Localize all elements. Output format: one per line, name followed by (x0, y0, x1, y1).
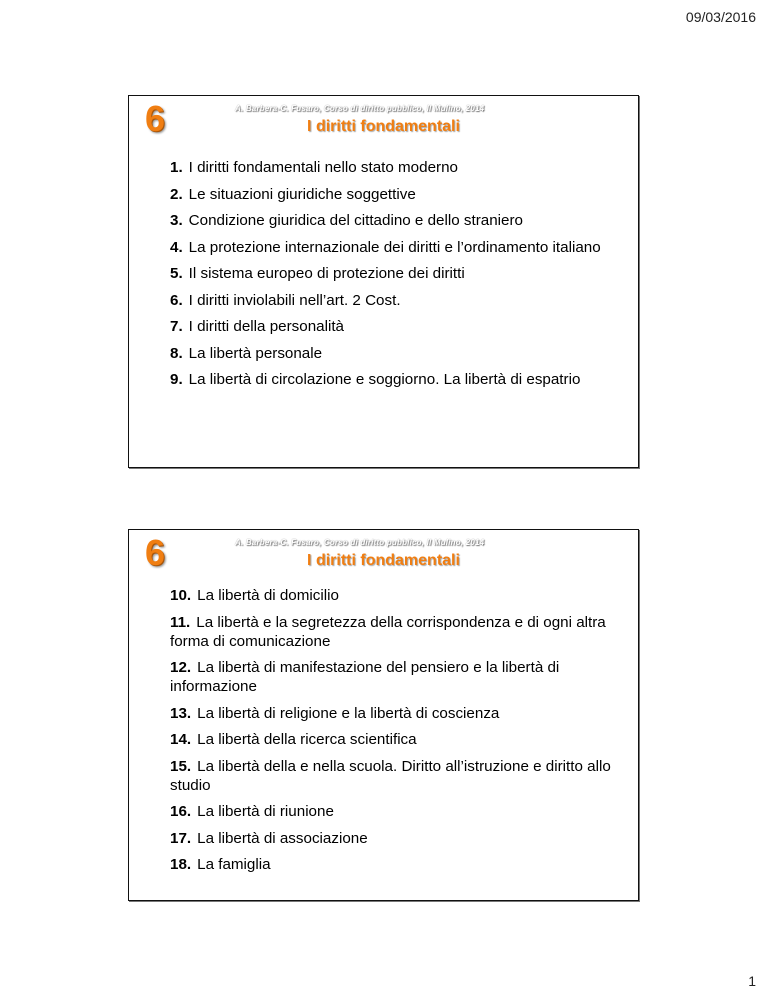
list-item (170, 613, 620, 651)
item-number: 5. (170, 265, 183, 282)
item-number: 4. (170, 238, 183, 256)
item-number: 2. (170, 185, 183, 203)
item-number: 18. (170, 856, 192, 873)
source-citation: A. Barbera-C. Fusaro, Corso di diritto pubblico, Il Mulino, 2014 (235, 104, 485, 113)
item-text: La libertà di circolazione e soggiorno. La libertà di espatrio (188, 371, 581, 388)
list-item (170, 185, 620, 204)
list-item (170, 802, 620, 821)
list-item (170, 829, 620, 848)
page-date: 09/03/2016 (685, 9, 756, 25)
list-item (170, 855, 620, 874)
item-text: La libertà personale (188, 344, 323, 362)
item-text: La libertà della ricerca scientifica (197, 731, 417, 748)
topic-list (170, 158, 620, 397)
list-item (170, 757, 620, 795)
item-text: Le situazioni giuridiche soggettive (188, 185, 416, 203)
item-text: I diritti fondamentali nello stato moderno (188, 159, 458, 176)
item-text: La libertà di religione e la libertà di coscienza (197, 704, 500, 722)
page-number: 1 (748, 973, 756, 989)
item-text: La protezione internazionale dei diritti e l’ordinamento italiano (188, 238, 601, 256)
item-text: La libertà di riunione (197, 803, 334, 820)
slide-title: I diritti fondamentali (307, 118, 460, 135)
item-text: La famiglia (197, 856, 271, 873)
list-item (170, 704, 620, 723)
chapter-number: 6 (145, 532, 166, 573)
list-item (170, 317, 620, 336)
chapter-number: 6 (145, 98, 166, 139)
list-item (170, 658, 620, 696)
list-item (170, 344, 620, 363)
list-item (170, 158, 620, 177)
list-item (170, 730, 620, 749)
item-number: 6. (170, 291, 183, 309)
item-number: 1. (170, 159, 183, 176)
item-text: La libertà di manifestazione del pensiero e la libertà di informazione (170, 659, 560, 695)
list-item (170, 264, 620, 283)
item-number: 11. (170, 613, 191, 631)
item-number: 7. (170, 318, 183, 335)
list-item (170, 586, 620, 605)
slide-title: I diritti fondamentali (307, 552, 460, 569)
item-text: La libertà di associazione (197, 829, 368, 847)
list-item (170, 291, 620, 310)
item-number: 9. (170, 371, 183, 388)
slide-1 (128, 95, 639, 468)
slide-2 (128, 529, 639, 901)
item-number: 3. (170, 212, 183, 229)
item-text: Condizione giuridica del cittadino e dello straniero (188, 212, 523, 229)
item-number: 13. (170, 704, 192, 722)
item-number: 14. (170, 731, 192, 748)
item-text: La libertà di domicilio (197, 587, 339, 604)
topic-list (170, 586, 620, 882)
list-item (170, 370, 620, 389)
item-number: 17. (170, 829, 192, 847)
item-number: 16. (170, 803, 192, 820)
item-number: 10. (170, 587, 192, 604)
item-text: Il sistema europeo di protezione dei diritti (188, 265, 465, 282)
item-number: 15. (170, 757, 192, 775)
item-text: I diritti inviolabili nell’art. 2 Cost. (188, 291, 401, 309)
item-number: 12. (170, 659, 192, 676)
source-citation: A. Barbera-C. Fusaro, Corso di diritto pubblico, Il Mulino, 2014 (235, 538, 485, 547)
item-text: La libertà della e nella scuola. Diritto all’istruzione e diritto allo studio (170, 757, 611, 794)
item-number: 8. (170, 344, 183, 362)
list-item (170, 238, 620, 257)
item-text: La libertà e la segretezza della corrispondenza e di ogni altra forma di comunicazione (170, 613, 606, 650)
list-item (170, 211, 620, 230)
item-text: I diritti della personalità (188, 318, 345, 335)
